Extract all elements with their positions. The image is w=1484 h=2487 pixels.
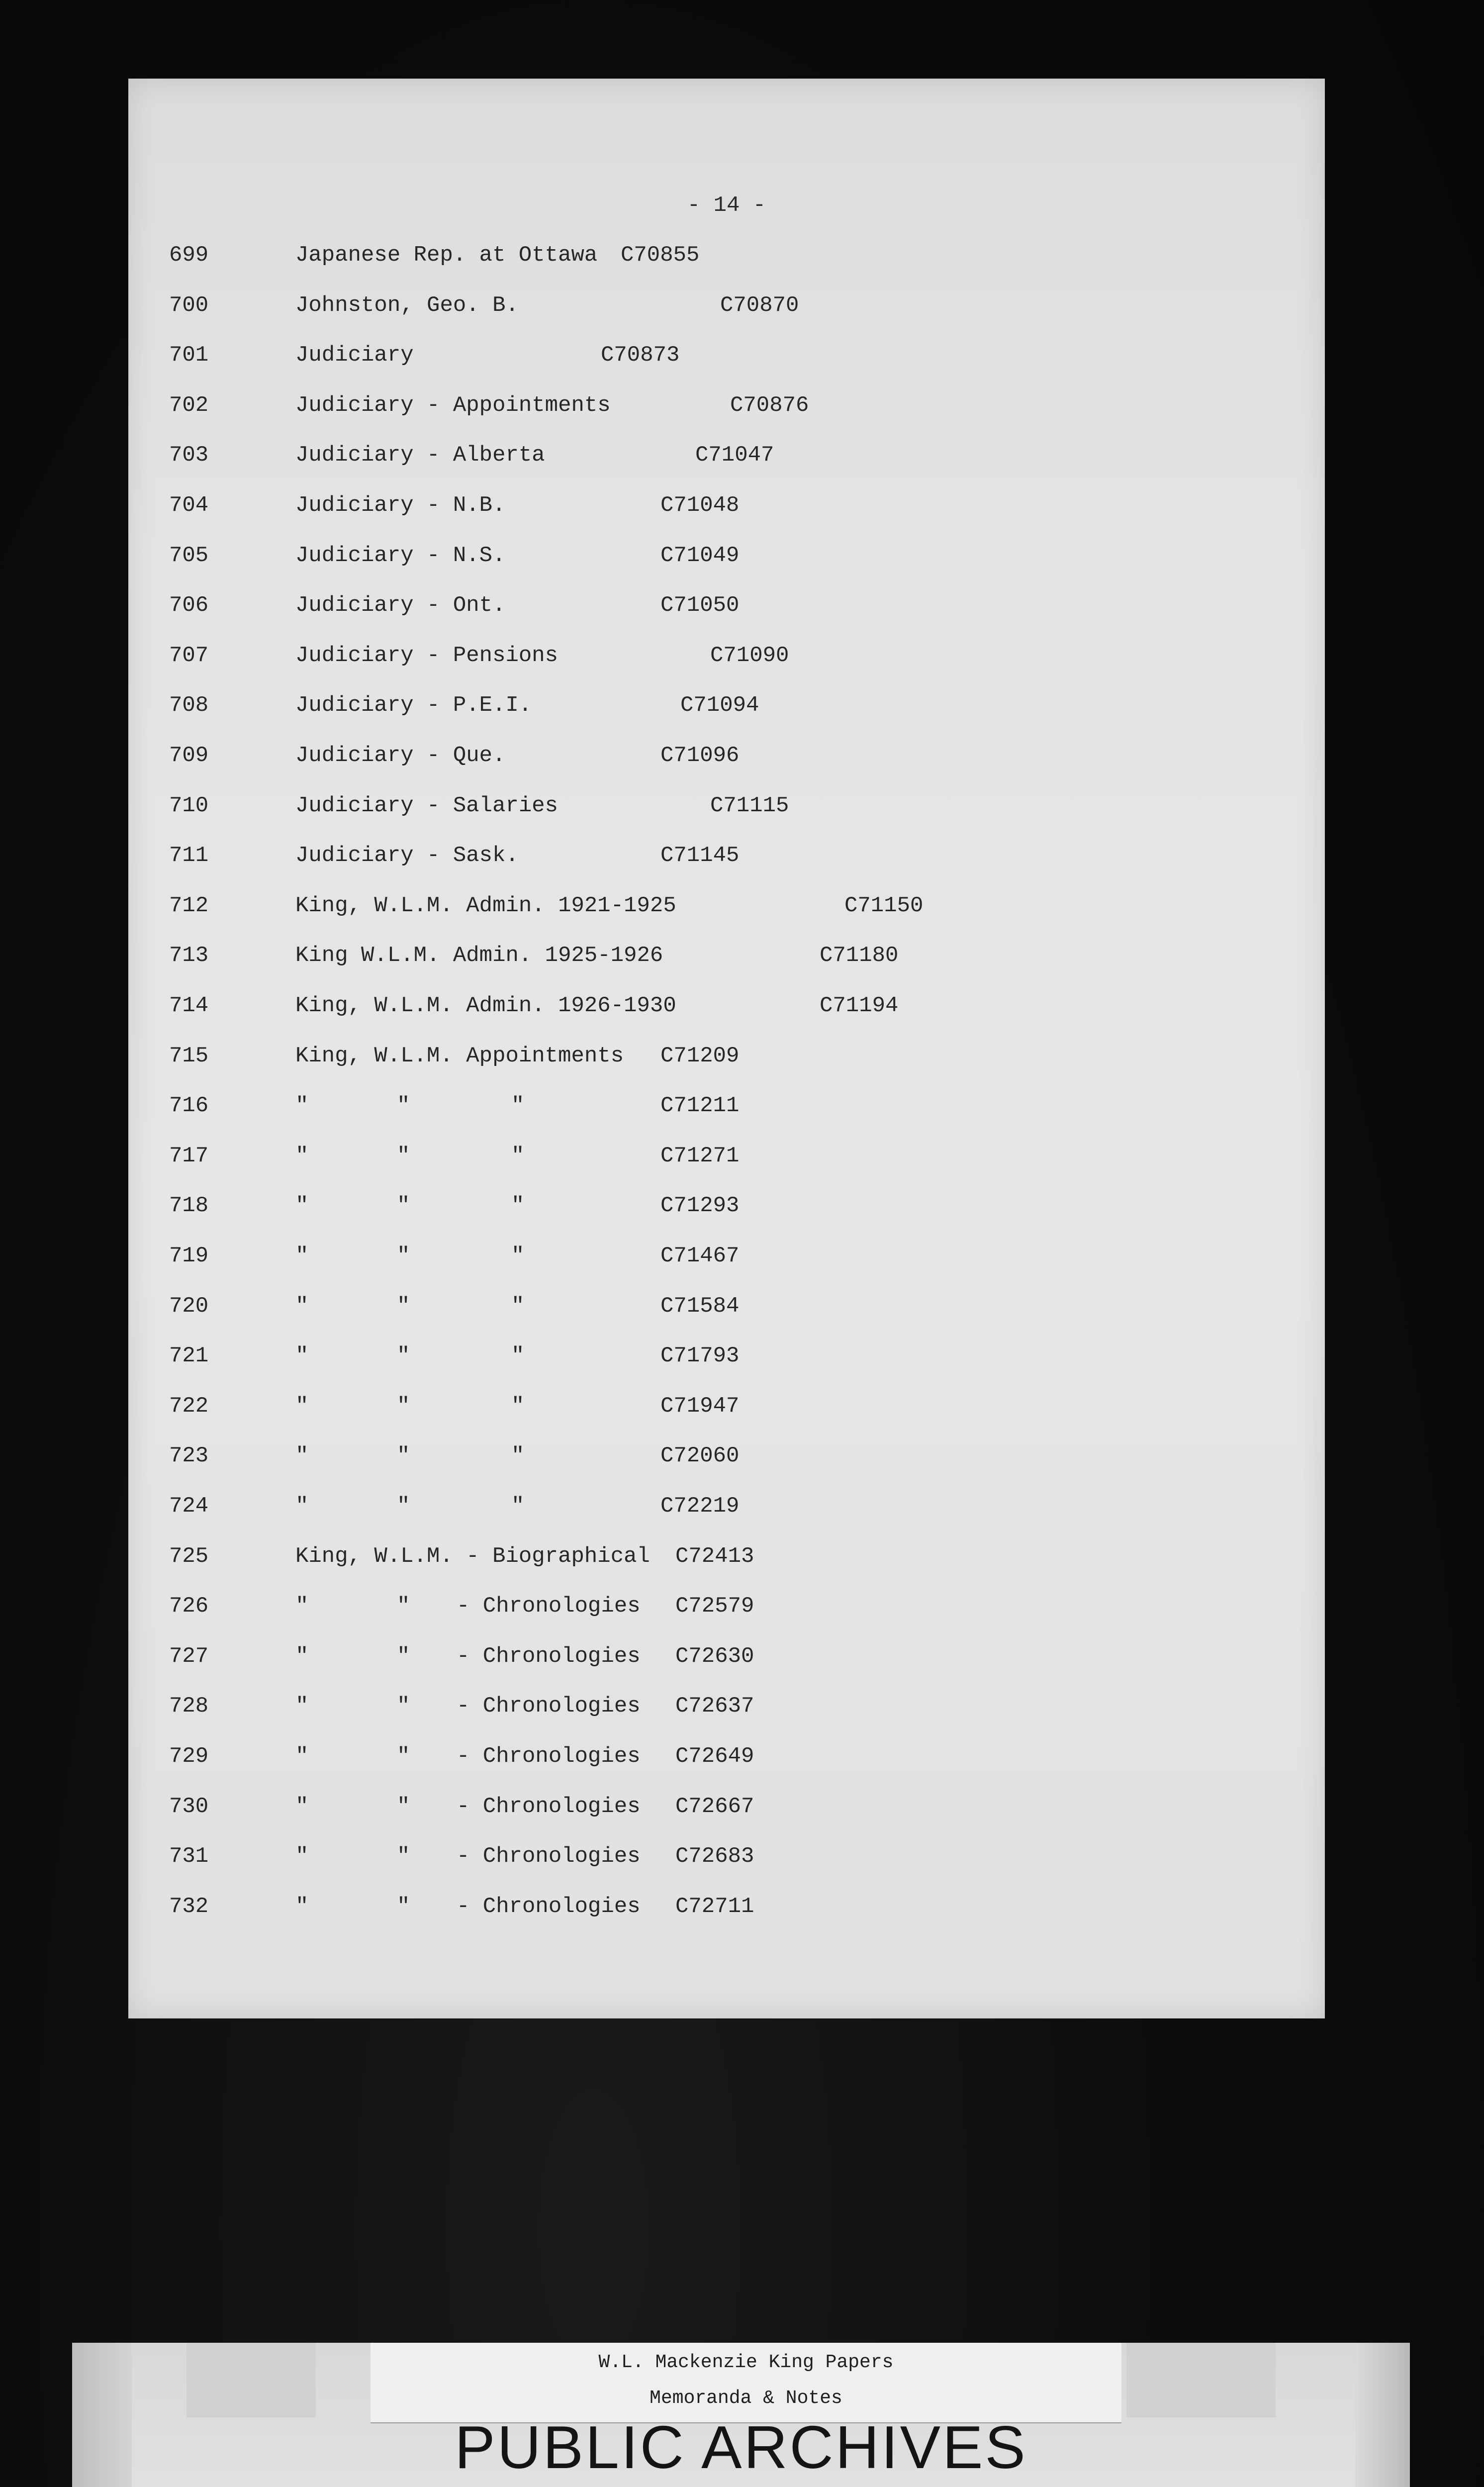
entry-number: 716 bbox=[169, 1093, 209, 1119]
entry-subtopic: - Chronologies bbox=[457, 1594, 641, 1619]
entry-number: 718 bbox=[169, 1193, 209, 1219]
ditto-mark: " bbox=[511, 1143, 525, 1168]
ditto-mark: " bbox=[295, 1744, 309, 1769]
entry-row bbox=[128, 1694, 1325, 1733]
entry-number: 712 bbox=[169, 893, 209, 918]
entry-subject: King, W.L.M. - Biographical bbox=[295, 1543, 650, 1569]
entry-row bbox=[128, 993, 1325, 1033]
ditto-mark: " bbox=[295, 1643, 309, 1669]
ditto-mark: " bbox=[295, 1343, 309, 1369]
entry-row bbox=[128, 1244, 1325, 1283]
entry-reference: C71048 bbox=[660, 493, 740, 518]
entry-reference: C72219 bbox=[660, 1494, 740, 1519]
entry-subject: Japanese Rep. at Ottawa bbox=[295, 243, 598, 268]
ditto-mark: " bbox=[397, 1293, 410, 1319]
collection-series: Memoranda & Notes bbox=[649, 2388, 842, 2409]
page-number: - 14 - bbox=[687, 193, 766, 218]
entry-row bbox=[128, 1744, 1325, 1784]
entry-subtopic: - Chronologies bbox=[457, 1694, 641, 1719]
archive-card bbox=[72, 2343, 1410, 2487]
entry-row bbox=[128, 1494, 1325, 1533]
entry-subtopic: - Chronologies bbox=[457, 1844, 641, 1869]
entry-reference: C72630 bbox=[675, 1643, 754, 1669]
entry-reference: C72667 bbox=[675, 1794, 754, 1819]
ditto-mark: " bbox=[295, 1694, 309, 1719]
ditto-mark: " bbox=[397, 1443, 410, 1469]
entry-reference: C72413 bbox=[675, 1543, 754, 1569]
entry-reference: C71194 bbox=[820, 993, 899, 1018]
ditto-mark: " bbox=[397, 1744, 410, 1769]
ditto-mark: " bbox=[397, 1794, 410, 1819]
ditto-mark: " bbox=[397, 1894, 410, 1919]
entry-row bbox=[128, 1443, 1325, 1483]
entry-row bbox=[128, 743, 1325, 783]
entry-reference: C72579 bbox=[675, 1594, 754, 1619]
entry-reference: C71090 bbox=[710, 643, 789, 668]
entry-row bbox=[128, 593, 1325, 633]
archive-name-english: PUBLIC ARCHIVES bbox=[455, 2413, 1027, 2481]
ditto-mark: " bbox=[397, 1594, 410, 1619]
entry-subject: Judiciary bbox=[295, 343, 414, 368]
ditto-mark: " bbox=[511, 1343, 525, 1369]
entry-reference: C71096 bbox=[660, 743, 740, 768]
entry-number: 708 bbox=[169, 693, 209, 718]
entry-number: 729 bbox=[169, 1744, 209, 1769]
entry-reference: C71094 bbox=[680, 693, 759, 718]
entry-subject: Judiciary - N.B. bbox=[295, 493, 506, 518]
entry-row bbox=[128, 1394, 1325, 1434]
ditto-mark: " bbox=[511, 1293, 525, 1319]
entry-row bbox=[128, 1044, 1325, 1083]
tape-right bbox=[1126, 2343, 1276, 2417]
ditto-mark: " bbox=[397, 1694, 410, 1719]
entry-row bbox=[128, 1343, 1325, 1383]
entry-row bbox=[128, 643, 1325, 683]
entry-subject: King, W.L.M. Appointments bbox=[295, 1043, 624, 1068]
entry-number: 731 bbox=[169, 1844, 209, 1869]
ditto-mark: " bbox=[511, 1093, 525, 1119]
entry-number: 706 bbox=[169, 593, 209, 618]
entry-reference: C72683 bbox=[675, 1844, 754, 1869]
ditto-mark: " bbox=[295, 1293, 309, 1319]
entry-reference: C70855 bbox=[621, 243, 700, 268]
entry-row bbox=[128, 1794, 1325, 1834]
entry-number: 724 bbox=[169, 1494, 209, 1519]
entry-reference: C72649 bbox=[675, 1744, 754, 1769]
entry-subject: Judiciary - Pensions bbox=[295, 643, 558, 668]
entry-reference: C71180 bbox=[820, 943, 899, 968]
entry-number: 704 bbox=[169, 493, 209, 518]
entry-number: 711 bbox=[169, 843, 209, 868]
entry-number: 705 bbox=[169, 543, 209, 568]
entry-row bbox=[128, 793, 1325, 833]
entry-subtopic: - Chronologies bbox=[457, 1643, 641, 1669]
ditto-mark: " bbox=[397, 1193, 410, 1219]
entry-row bbox=[128, 493, 1325, 533]
entry-number: 719 bbox=[169, 1244, 209, 1268]
entry-reference: C71049 bbox=[660, 543, 740, 568]
entry-subtopic: - Chronologies bbox=[457, 1794, 641, 1819]
entry-number: 710 bbox=[169, 793, 209, 818]
entry-number: 728 bbox=[169, 1694, 209, 1719]
entry-subject: Judiciary - P.E.I. bbox=[295, 693, 532, 718]
ditto-mark: " bbox=[397, 1393, 410, 1419]
entry-subject: Judiciary - Alberta bbox=[295, 443, 545, 468]
entry-subject: Judiciary - Ont. bbox=[295, 593, 506, 618]
entry-number: 727 bbox=[169, 1643, 209, 1669]
entry-reference: C71115 bbox=[710, 793, 789, 818]
entry-reference: C71145 bbox=[660, 843, 740, 868]
entry-number: 713 bbox=[169, 943, 209, 968]
entry-row bbox=[128, 543, 1325, 583]
entry-subtopic: - Chronologies bbox=[457, 1894, 641, 1919]
entry-row bbox=[128, 1594, 1325, 1633]
entry-reference: C71050 bbox=[660, 593, 740, 618]
entry-row bbox=[128, 893, 1325, 933]
entry-reference: C71467 bbox=[660, 1244, 740, 1268]
entry-reference: C70873 bbox=[601, 343, 680, 368]
entry-number: 701 bbox=[169, 343, 209, 368]
entry-reference: C70876 bbox=[730, 392, 809, 418]
entry-row bbox=[128, 293, 1325, 333]
ditto-mark: " bbox=[397, 1643, 410, 1669]
entry-subject: Judiciary - Appointments bbox=[295, 392, 611, 418]
entry-subtopic: - Chronologies bbox=[457, 1744, 641, 1769]
entry-number: 730 bbox=[169, 1794, 209, 1819]
entry-number: 715 bbox=[169, 1043, 209, 1068]
collection-label bbox=[371, 2343, 1121, 2423]
ditto-mark: " bbox=[295, 1193, 309, 1219]
entry-reference: C70870 bbox=[720, 292, 799, 318]
ditto-mark: " bbox=[397, 1244, 410, 1268]
tape-left bbox=[186, 2343, 316, 2417]
ditto-mark: " bbox=[511, 1443, 525, 1469]
ditto-mark: " bbox=[397, 1093, 410, 1119]
ditto-mark: " bbox=[295, 1093, 309, 1119]
ditto-mark: " bbox=[511, 1494, 525, 1519]
ditto-mark: " bbox=[295, 1794, 309, 1819]
entry-number: 721 bbox=[169, 1343, 209, 1369]
entry-subject: Judiciary - Que. bbox=[295, 743, 506, 768]
entry-reference: C71209 bbox=[660, 1043, 740, 1068]
entry-reference: C71947 bbox=[660, 1393, 740, 1419]
entry-row bbox=[128, 943, 1325, 983]
entry-subject: Johnston, Geo. B. bbox=[295, 292, 519, 318]
entry-subject: King, W.L.M. Admin. 1926-1930 bbox=[295, 993, 676, 1018]
ditto-mark: " bbox=[511, 1393, 525, 1419]
entry-row bbox=[128, 343, 1325, 383]
entry-number: 722 bbox=[169, 1393, 209, 1419]
entry-reference: C71793 bbox=[660, 1343, 740, 1369]
entry-number: 699 bbox=[169, 243, 209, 268]
entry-row bbox=[128, 1093, 1325, 1133]
ditto-mark: " bbox=[295, 1443, 309, 1469]
entry-reference: C71047 bbox=[695, 443, 774, 468]
collection-title: W.L. Mackenzie King Papers bbox=[598, 2352, 894, 2373]
entry-row bbox=[128, 1193, 1325, 1233]
entry-row bbox=[128, 393, 1325, 433]
entry-row bbox=[128, 843, 1325, 883]
entry-number: 723 bbox=[169, 1443, 209, 1469]
entry-reference: C72637 bbox=[675, 1694, 754, 1719]
entry-number: 707 bbox=[169, 643, 209, 668]
entry-reference: C72711 bbox=[675, 1894, 754, 1919]
entry-number: 725 bbox=[169, 1543, 209, 1569]
entry-number: 700 bbox=[169, 292, 209, 318]
entry-row bbox=[128, 443, 1325, 482]
ditto-mark: " bbox=[295, 1594, 309, 1619]
entry-reference: C71150 bbox=[844, 893, 924, 918]
entry-row bbox=[128, 1844, 1325, 1884]
document-page bbox=[128, 79, 1325, 2018]
entry-number: 714 bbox=[169, 993, 209, 1018]
entry-reference: C71293 bbox=[660, 1193, 740, 1219]
ditto-mark: " bbox=[397, 1343, 410, 1369]
entry-row bbox=[128, 1294, 1325, 1334]
ditto-mark: " bbox=[511, 1193, 525, 1219]
ditto-mark: " bbox=[295, 1244, 309, 1268]
entry-subject: Judiciary - N.S. bbox=[295, 543, 506, 568]
entry-number: 702 bbox=[169, 392, 209, 418]
entry-subject: Judiciary - Salaries bbox=[295, 793, 558, 818]
entry-number: 709 bbox=[169, 743, 209, 768]
entry-number: 726 bbox=[169, 1594, 209, 1619]
entry-number: 717 bbox=[169, 1143, 209, 1168]
entry-reference: C71271 bbox=[660, 1143, 740, 1168]
entry-subject: Judiciary - Sask. bbox=[295, 843, 519, 868]
ditto-mark: " bbox=[397, 1844, 410, 1869]
entry-row bbox=[128, 1644, 1325, 1684]
ditto-mark: " bbox=[295, 1894, 309, 1919]
entry-reference: C71584 bbox=[660, 1293, 740, 1319]
entry-row bbox=[128, 243, 1325, 283]
ditto-mark: " bbox=[397, 1143, 410, 1168]
ditto-mark: " bbox=[511, 1244, 525, 1268]
ditto-mark: " bbox=[295, 1844, 309, 1869]
entry-subject: King, W.L.M. Admin. 1921-1925 bbox=[295, 893, 676, 918]
entry-number: 720 bbox=[169, 1293, 209, 1319]
entry-reference: C72060 bbox=[660, 1443, 740, 1469]
ditto-mark: " bbox=[397, 1494, 410, 1519]
entry-row bbox=[128, 1144, 1325, 1183]
entry-row bbox=[128, 1544, 1325, 1584]
ditto-mark: " bbox=[295, 1143, 309, 1168]
entry-number: 703 bbox=[169, 443, 209, 468]
entry-number: 732 bbox=[169, 1894, 209, 1919]
entry-row bbox=[128, 1894, 1325, 1934]
entry-subject: King W.L.M. Admin. 1925-1926 bbox=[295, 943, 663, 968]
ditto-mark: " bbox=[295, 1393, 309, 1419]
ditto-mark: " bbox=[295, 1494, 309, 1519]
entry-row bbox=[128, 693, 1325, 733]
entry-reference: C71211 bbox=[660, 1093, 740, 1119]
